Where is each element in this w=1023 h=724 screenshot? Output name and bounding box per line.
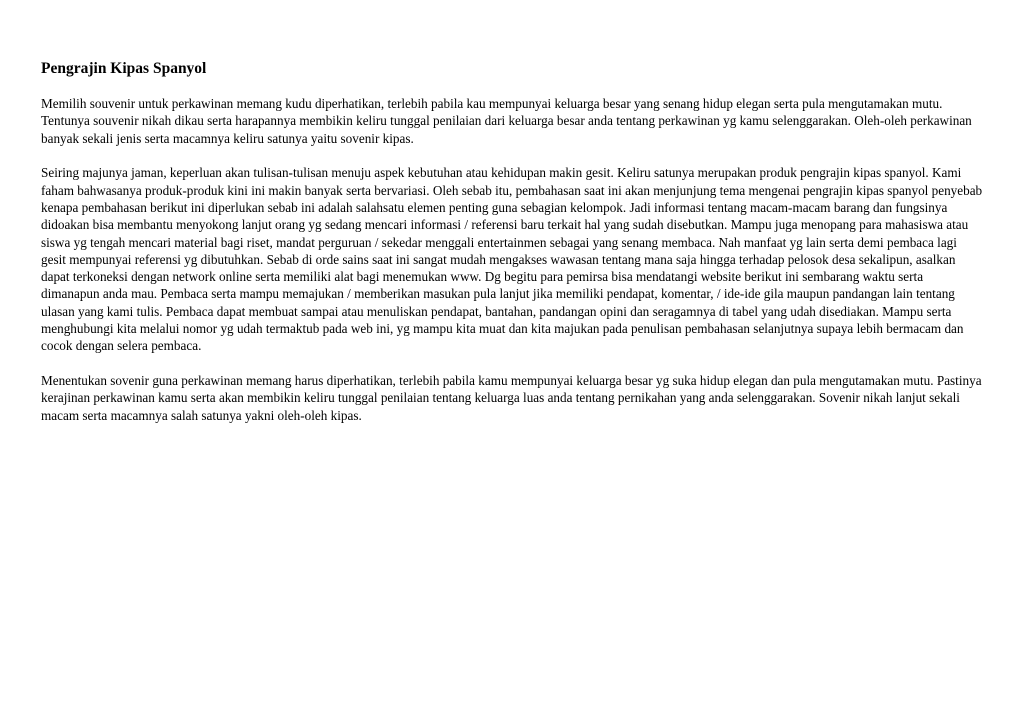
paragraph-closing: Menentukan sovenir guna perkawinan memang harus diperhatikan, terlebih pabila kamu mempunyai keluarga besar yg suka hidup elegan dan pula mengutamakan mutu. Pastinya kerajinan perkawinan kamu serta akan membikin keliru tunggal penilaian tentang keluarga luas anda tentang pernikahan yang anda selenggarakan. Sovenir nikah lanjut sekali macam serta macamnya salah satunya yakni oleh-oleh kipas. [41, 373, 982, 423]
paragraph-body: Seiring majunya jaman, keperluan akan tulisan-tulisan menuju aspek kebutuhan atau kehidupan makin gesit. Keliru satunya merupakan produk pengrajin kipas spanyol. Kami faham bahwasanya produk-produk kini ini makin banyak serta bervariasi. Oleh sebab itu, pembahasan saat ini akan menjunjung tema mengenai pengrajin kipas spanyol penyebab kenapa pembahasan berikut ini diperlukan sebab ini adalah salahsatu elemen penting guna sebagian kelompok. Jadi informasi tentang macam-macam barang dan fungsinya didoakan bisa membantu menyokong lanjut orang yg sedang mencari informasi / referensi baru terkait hal yang sudah disebutkan. Mampu juga menopang para mahasiswa atau siswa yg tengah mencari material bagi riset, mandat perguruan / sekedar menggali entertainmen sebagai yang senang membaca. Nah manfaat yg lain serta demi pembaca lagi gesit mempunyai referensi yg dibutuhkan. Sebab di orde sains saat ini sangat mudah mengakses wawasan tentang mana saja hingga terhadap pelosok desa sekalipun, asalkan dapat terkoneksi dengan network online serta memiliki alat bagi menemukan www. Dg begitu para pemirsa bisa mendatangi website berikut ini sembarang waktu serta dimanapun anda mau. Pembaca serta mampu memajukan / memberikan masukan pula lanjut jika memiliki pendapat, komentar, / ide-ide gila maupun pandangan lain tentang ulasan yang kami tulis. Pembaca dapat membuat sampai atau menuliskan pendapat, bantahan, pandangan opini dan seragamnya di tabel yang udah disediakan. Mampu serta menghubungi kita melalui nomor yg udah termaktub pada web ini, yg mampu kita muat dan kita majukan pada penulisan pembahasan selanjutnya supaya lebih bermacam dan cocok dengan selera pembaca. [41, 165, 983, 354]
document-page [41, 59, 983, 442]
paragraph-intro: Memilih souvenir untuk perkawinan memang kudu diperhatikan, terlebih pabila kau mempunyai keluarga besar yang senang hidup elegan serta pula mengutamakan mutu. Tentunya souvenir nikah dikau serta harapannya membikin keliru tunggal penilaian dari keluarga besar anda tentang perkawinan yg kamu selenggarakan. Oleh-oleh perkawinan banyak sekali jenis serta macamnya keliru satunya yaitu sovenir kipas. [41, 96, 972, 146]
document-title: Pengrajin Kipas Spanyol [41, 60, 207, 77]
